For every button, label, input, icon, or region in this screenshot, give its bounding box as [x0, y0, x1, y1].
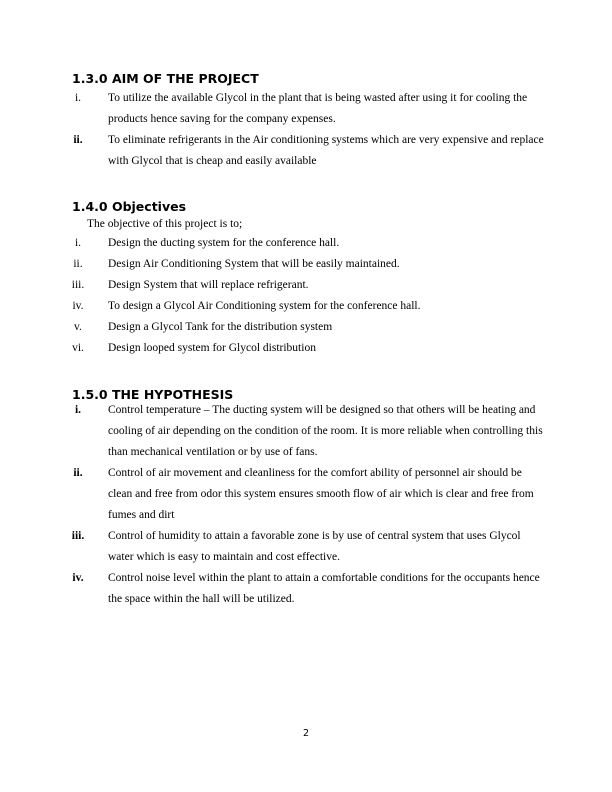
objectives-heading: 1.4.0 Objectives [72, 199, 187, 214]
list-number: iii. [71, 530, 85, 542]
hypothesis-heading: 1.5.0 THE HYPOTHESIS [72, 387, 234, 402]
list-number: iv. [72, 300, 84, 312]
list-text: Control of humidity to attain a favorable zone is by use of central system that uses Glycol water which is easy to maintain and cost effective. [108, 530, 521, 563]
hypothesis-list [0, 400, 612, 610]
list-number: ii. [73, 258, 83, 270]
list-text: To design a Glycol Air Conditioning system for the conference hall. [108, 300, 421, 312]
list-number: i. [74, 92, 82, 104]
list-number: v. [74, 321, 82, 333]
list-text: Control noise level within the plant to attain a comfortable conditions for the occupants hence the space within the hall will be utilized. [108, 572, 540, 605]
list-item [0, 275, 612, 296]
list-item [0, 130, 612, 172]
list-number: ii. [73, 467, 83, 479]
objectives-intro: The objective of this project is to; [87, 218, 243, 230]
list-text: Design the ducting system for the conference hall. [108, 237, 340, 249]
list-item [0, 317, 612, 338]
list-item [0, 88, 612, 130]
list-number: ii. [73, 134, 83, 146]
list-text: To utilize the available Glycol in the plant that is being wasted after using it for cooling the products hence saving for the company expenses. [108, 92, 528, 125]
list-number: iv. [72, 572, 84, 584]
page-number: 2 [302, 728, 310, 739]
list-text: Control of air movement and cleanliness for the comfort ability of personnel air should be clean and free from odor this system ensures smooth flow of air which is clear and free from fumes and dirt [108, 467, 534, 521]
list-item [0, 400, 612, 463]
list-text: Design Air Conditioning System that will be easily maintained. [108, 258, 400, 270]
list-text: Design looped system for Glycol distribution [108, 342, 316, 354]
list-text: Control temperature – The ducting system will be designed so that others will be heating and cooling of air depending on the condition of the room. It is more reliable when controlling this than mechanical ventilation or by use of fans. [108, 404, 543, 458]
objectives-list [0, 233, 612, 359]
list-item [0, 338, 612, 359]
list-item [0, 526, 612, 568]
list-text: Design a Glycol Tank for the distribution system [108, 321, 333, 333]
aim-heading: 1.3.0 AIM OF THE PROJECT [72, 71, 259, 86]
list-number: iii. [71, 279, 85, 291]
list-item [0, 463, 612, 526]
list-number: i. [74, 237, 82, 249]
list-item [0, 254, 612, 275]
list-item [0, 233, 612, 254]
aim-list [0, 88, 612, 172]
list-text: Design System that will replace refrigerant. [108, 279, 309, 291]
list-number: i. [74, 404, 82, 416]
list-item [0, 296, 612, 317]
list-item [0, 568, 612, 610]
list-number: vi. [72, 342, 84, 354]
list-text: To eliminate refrigerants in the Air conditioning systems which are very expensive and replace with Glycol that is cheap and easily available [108, 134, 544, 167]
